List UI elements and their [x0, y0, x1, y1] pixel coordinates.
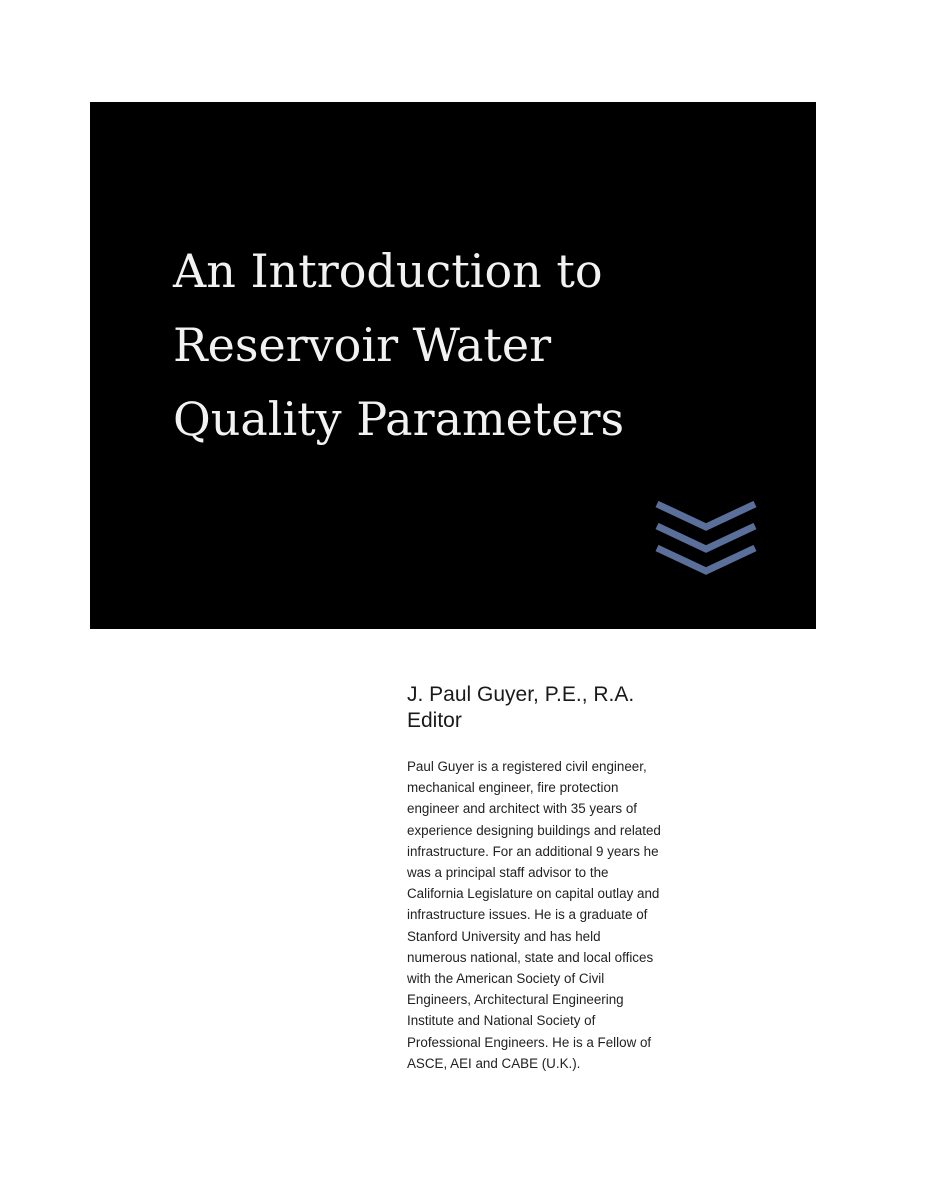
author-block	[407, 682, 787, 1074]
bio-line: Paul Guyer is a registered civil engineer,	[407, 759, 647, 774]
bio-line: infrastructure issues. He is a graduate of	[407, 907, 648, 923]
bio-line: ASCE, AEI and CABE (U.K.).	[407, 1055, 581, 1071]
title-line-1: An Introduction to	[173, 244, 603, 298]
bio-line: numerous national, state and local offices	[407, 949, 654, 965]
bio-line: Stanford University and has held	[407, 928, 601, 944]
bio-line: mechanical engineer, fire protection	[407, 780, 619, 796]
triple-chevron-down-icon	[655, 500, 757, 580]
bio-line: Engineers, Architectural Engineering	[407, 992, 624, 1008]
bio-line: infrastructure. For an additional 9 years he	[407, 843, 659, 859]
bio-line: Institute and National Society of	[407, 1013, 596, 1029]
bio-line: experience designing buildings and related	[407, 822, 661, 838]
author-bio	[407, 756, 787, 1074]
title-line-3: Quality Parameters	[173, 392, 625, 446]
bio-line: was a principal staff advisor to the	[407, 865, 609, 881]
bio-line: with the American Society of Civil	[407, 971, 605, 987]
bio-line: Professional Engineers. He is a Fellow of	[407, 1034, 652, 1050]
bio-line: engineer and architect with 35 years of	[407, 801, 638, 817]
author-name: J. Paul Guyer, P.E., R.A.	[407, 683, 635, 706]
book-title	[173, 234, 793, 456]
title-block	[90, 102, 816, 629]
bio-line: California Legislature on capital outlay and	[407, 886, 660, 902]
title-line-2: Reservoir Water	[173, 318, 552, 372]
author-role: Editor	[407, 709, 462, 732]
